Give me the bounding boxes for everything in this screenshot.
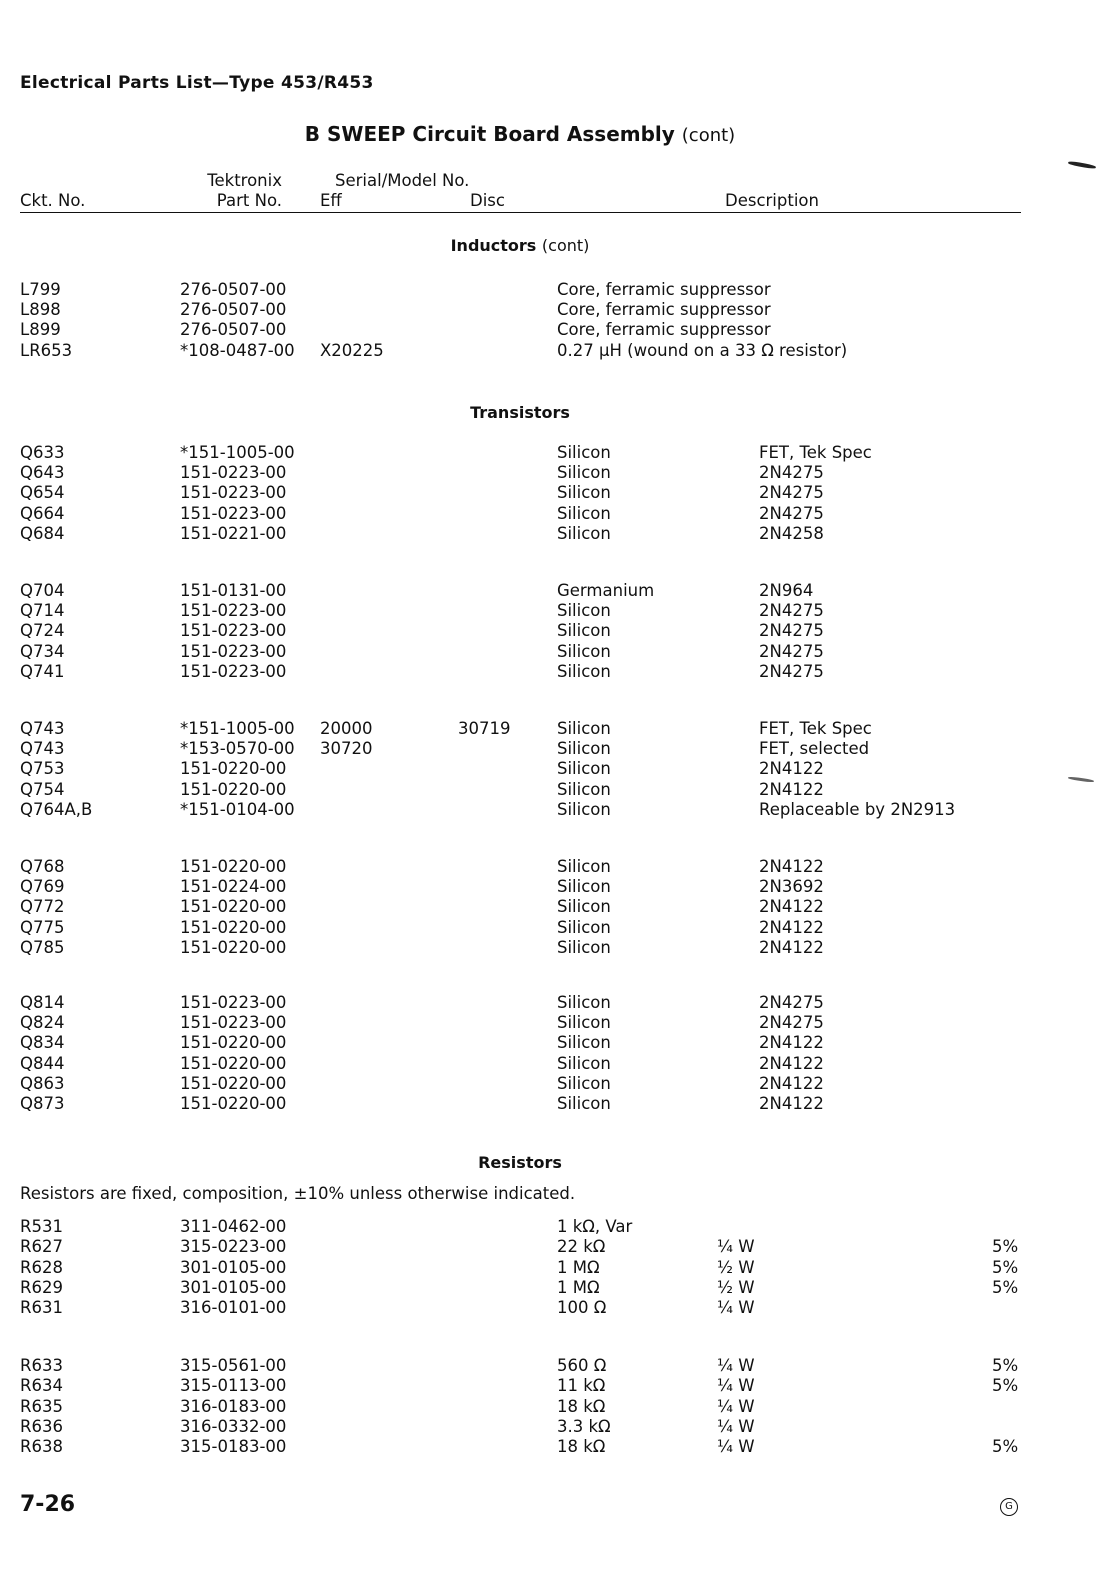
table-row [0,280,1107,300]
serial-disc: 30719 [458,719,511,738]
part-number: 311-0462-00 [180,1217,287,1236]
transistor-type: Silicon [557,523,611,543]
description: 2N4122 [759,917,824,937]
table-row [0,1237,1107,1257]
description: 2N4122 [759,1033,824,1053]
transistor-type: Silicon [557,719,611,738]
part-number: 316-0183-00 [180,1396,287,1416]
scan-speck [1068,161,1096,170]
resistor-value: 22 kΩ [557,1237,606,1257]
transistor-type: Silicon [557,877,611,897]
ckt-number: Q764A,B [20,799,93,819]
part-number: 276-0507-00 [180,320,287,339]
part-number: *153-0570-00 [180,739,295,759]
running-title: Electrical Parts List—Type 453/R453 [20,73,374,93]
transistor-type: Silicon [557,917,611,937]
table-row [0,320,1107,340]
description: 2N4275 [759,1013,824,1033]
transistor-type: Silicon [557,621,611,641]
description: 2N4122 [759,1094,824,1113]
part-number: 151-0223-00 [180,503,287,523]
description: Core, ferramic suppressor [557,300,771,319]
description: 2N4275 [759,601,824,621]
part-number: 276-0507-00 [180,300,287,319]
transistor-type: Silicon [557,601,611,621]
part-number: 151-0223-00 [180,601,287,621]
description: 2N4122 [759,857,824,876]
transistor-type: Germanium [557,581,655,600]
table-row [0,1094,1107,1114]
transistor-type: Silicon [557,1073,611,1093]
page-title-main: B SWEEP Circuit Board Assembly [304,122,675,146]
table-row [0,1376,1107,1396]
table-row [0,800,1107,820]
ckt-number: R627 [20,1237,63,1257]
table-row [0,1054,1107,1074]
transistor-type: Silicon [557,993,611,1012]
description: 2N964 [759,581,814,600]
table-row [0,918,1107,938]
description: 0.27 μH (wound on a 33 Ω resistor) [557,341,848,360]
resistor-value: 18 kΩ [557,1437,606,1457]
ckt-number: R635 [20,1396,63,1416]
transistor-type: Silicon [557,503,611,523]
part-number: 151-0223-00 [180,641,287,661]
table-row [0,1417,1107,1437]
table-row [0,504,1107,524]
page-number: 7-26 [20,1492,76,1517]
ckt-number: Q753 [20,759,65,779]
col-header-eff: Eff [320,191,342,210]
part-number: 151-0223-00 [180,463,287,483]
ckt-number: Q768 [20,857,65,876]
part-number: 151-0220-00 [180,857,287,876]
serial-eff: 30720 [320,739,373,759]
ckt-number: Q785 [20,937,65,957]
resistor-power: ¼ W [717,1416,755,1436]
ckt-number: Q734 [20,641,65,661]
ckt-number: Q743 [20,719,65,738]
ckt-number: R628 [20,1257,63,1277]
part-number: 316-0332-00 [180,1416,287,1436]
resistor-tolerance: 5% [992,1237,1019,1257]
description: 2N4122 [759,759,824,779]
description: 2N4122 [759,937,824,957]
transistor-type: Silicon [557,483,611,503]
ckt-number: Q844 [20,1053,65,1073]
page-title-cont: (cont) [681,125,736,146]
table-row [0,759,1107,779]
transistor-type: Silicon [557,799,611,819]
table-row [0,1258,1107,1278]
ckt-number: R634 [20,1376,63,1396]
ckt-number: Q824 [20,1013,65,1033]
description: 2N4275 [759,661,824,681]
description: FET, selected [759,739,870,759]
ckt-number: Q704 [20,581,65,600]
table-row [0,1298,1107,1318]
part-number: 316-0101-00 [180,1298,287,1318]
transistor-type: Silicon [557,641,611,661]
header-rule [20,212,1021,213]
ckt-number: Q741 [20,661,65,681]
part-number: 315-0183-00 [180,1437,287,1457]
table-row [0,780,1107,800]
table-row [0,1437,1107,1457]
part-number: 151-0220-00 [180,1073,287,1093]
part-number: 151-0221-00 [180,523,287,543]
description: Core, ferramic suppressor [557,320,771,339]
part-number: 151-0223-00 [180,483,287,503]
part-number: 151-0220-00 [180,779,287,799]
part-number: 151-0220-00 [180,759,287,779]
resistor-tolerance: 5% [992,1356,1019,1375]
part-number: 151-0223-00 [180,661,287,681]
description: 2N4275 [759,641,824,661]
part-number: 151-0220-00 [180,1033,287,1053]
col-header-ckt: Ckt. No. [20,191,86,210]
resistor-value: 560 Ω [557,1356,607,1375]
serial-eff: 20000 [320,719,373,738]
col-header-serial: Serial/Model No. [335,171,470,190]
col-header-description: Description [725,191,819,210]
part-number: 151-0220-00 [180,937,287,957]
ckt-number: Q863 [20,1073,65,1093]
description: 2N3692 [759,877,824,897]
description: 2N4122 [759,1053,824,1073]
description: Replaceable by 2N2913 [759,799,956,819]
part-number: *151-1005-00 [180,443,295,462]
description: 2N4275 [759,503,824,523]
ckt-number: Q724 [20,621,65,641]
ckt-number: L899 [20,320,61,339]
ckt-number: R531 [20,1217,63,1236]
part-number: 151-0220-00 [180,917,287,937]
ckt-number: Q654 [20,483,65,503]
table-row [0,938,1107,958]
resistor-tolerance: 5% [992,1437,1019,1457]
part-number: 276-0507-00 [180,280,287,299]
resistor-tolerance: 5% [992,1277,1019,1297]
part-number: 301-0105-00 [180,1277,287,1297]
resistor-tolerance: 5% [992,1376,1019,1396]
resistor-power: ½ W [717,1277,755,1297]
part-number: 315-0113-00 [180,1376,287,1396]
resistors-note: Resistors are fixed, composition, ±10% unless otherwise indicated. [20,1184,576,1203]
transistor-type: Silicon [557,857,611,876]
section-title-inductors-cont: (cont) [541,236,590,255]
resistor-power: ¼ W [717,1376,755,1396]
ckt-number: R631 [20,1298,63,1318]
resistor-value: 1 MΩ [557,1277,600,1297]
table-row [0,857,1107,877]
resistor-tolerance: 5% [992,1257,1019,1277]
table-row [0,621,1107,641]
transistor-type: Silicon [557,1033,611,1053]
transistor-type: Silicon [557,897,611,917]
transistor-type: Silicon [557,1094,611,1113]
transistor-type: Silicon [557,1013,611,1033]
resistor-value: 100 Ω [557,1298,607,1318]
publisher-mark-icon: G [1000,1498,1018,1516]
resistor-power: ¼ W [717,1298,755,1318]
transistor-type: Silicon [557,463,611,483]
part-number: 315-0223-00 [180,1237,287,1257]
description: 2N4122 [759,1073,824,1093]
ckt-number: R633 [20,1356,63,1375]
ckt-number: Q814 [20,993,65,1012]
resistor-value: 1 MΩ [557,1257,600,1277]
part-number: 151-0131-00 [180,581,287,600]
part-number: *108-0487-00 [180,341,295,360]
table-row [0,1278,1107,1298]
serial-eff: X20225 [320,341,384,360]
ckt-number: L898 [20,300,61,319]
ckt-number: Q664 [20,503,65,523]
ckt-number: Q684 [20,523,65,543]
description: 2N4275 [759,993,824,1012]
transistor-type: Silicon [557,443,611,462]
resistor-value: 11 kΩ [557,1376,606,1396]
resistor-power: ¼ W [717,1437,755,1457]
ckt-number: R629 [20,1277,63,1297]
table-row [0,1074,1107,1094]
ckt-number: Q643 [20,463,65,483]
table-row [0,662,1107,682]
resistor-power: ½ W [717,1257,755,1277]
table-row [0,601,1107,621]
table-row [0,524,1107,544]
description: Core, ferramic suppressor [557,280,771,299]
ckt-number: Q714 [20,601,65,621]
part-number: 151-0224-00 [180,877,287,897]
description: 2N4258 [759,523,824,543]
table-row [0,463,1107,483]
section-title-inductors: Inductors [450,236,537,255]
part-number: 151-0220-00 [180,897,287,917]
table-row [0,1356,1107,1376]
part-number: 301-0105-00 [180,1257,287,1277]
ckt-number: Q769 [20,877,65,897]
ckt-number: L799 [20,280,61,299]
table-row [0,642,1107,662]
part-number: 151-0223-00 [180,621,287,641]
transistor-type: Silicon [557,759,611,779]
resistor-power: ¼ W [717,1356,755,1375]
ckt-number: Q754 [20,779,65,799]
section-heading-transistors: Transistors [470,403,570,422]
description: FET, Tek Spec [759,719,872,738]
part-number: 151-0220-00 [180,1094,287,1113]
ckt-number: Q873 [20,1094,65,1113]
description: FET, Tek Spec [759,443,872,462]
description: 2N4122 [759,779,824,799]
table-row [0,1033,1107,1053]
col-header-tek-line2: Part No. [216,191,282,210]
resistor-value: 1 kΩ, Var [557,1217,633,1236]
page-title [0,122,1040,146]
resistor-power: ¼ W [717,1237,755,1257]
resistor-value: 18 kΩ [557,1396,606,1416]
table-row [0,719,1107,739]
table-row [0,483,1107,503]
ckt-number: R636 [20,1416,63,1436]
part-number: 315-0561-00 [180,1356,287,1375]
table-row [0,739,1107,759]
table-row [0,300,1107,320]
table-row [0,877,1107,897]
description: 2N4275 [759,463,824,483]
table-row [0,443,1107,463]
transistor-type: Silicon [557,1053,611,1073]
table-row [0,897,1107,917]
ckt-number: Q633 [20,443,65,462]
transistor-type: Silicon [557,661,611,681]
col-header-tek-line1: Tektronix [207,171,282,190]
resistor-power: ¼ W [717,1396,755,1416]
table-row [0,581,1107,601]
ckt-number: Q772 [20,897,65,917]
transistor-type: Silicon [557,779,611,799]
table-row [0,1013,1107,1033]
transistor-type: Silicon [557,739,611,759]
part-number: *151-0104-00 [180,799,295,819]
ckt-number: Q775 [20,917,65,937]
part-number: 151-0220-00 [180,1053,287,1073]
ckt-number: Q834 [20,1033,65,1053]
part-number: 151-0223-00 [180,993,287,1012]
section-heading-inductors [0,236,1040,255]
section-heading-resistors: Resistors [478,1153,562,1172]
table-row [0,341,1107,361]
table-row [0,1397,1107,1417]
ckt-number: R638 [20,1437,63,1457]
col-header-disc: Disc [470,191,505,210]
part-number: 151-0223-00 [180,1013,287,1033]
description: 2N4275 [759,621,824,641]
table-row [0,1217,1107,1237]
ckt-number: LR653 [20,341,73,360]
table-row [0,993,1107,1013]
description: 2N4122 [759,897,824,917]
part-number: *151-1005-00 [180,719,295,738]
description: 2N4275 [759,483,824,503]
transistor-type: Silicon [557,937,611,957]
resistor-value: 3.3 kΩ [557,1416,611,1436]
ckt-number: Q743 [20,739,65,759]
